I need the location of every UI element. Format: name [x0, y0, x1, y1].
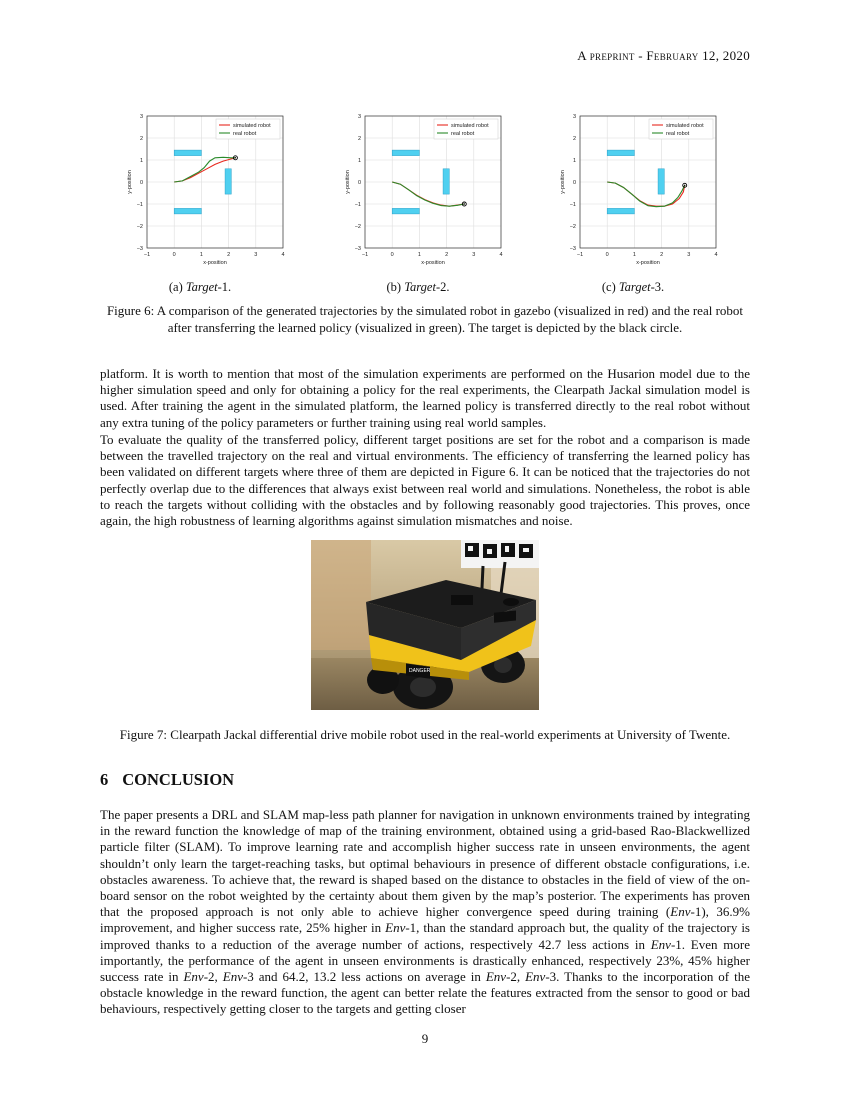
legend-entry: real robot [233, 131, 257, 137]
x-tick-label: 3 [687, 252, 691, 258]
x-tick-label: 2 [445, 252, 449, 258]
x-tick-label: 3 [472, 252, 476, 258]
x-tick-label: 0 [390, 252, 394, 258]
x-tick-label: 4 [714, 252, 718, 258]
obstacle-top [174, 150, 201, 156]
x-axis-label: x-position [636, 260, 660, 266]
target-marker-dot [235, 157, 236, 158]
y-tick-label: 1 [357, 158, 361, 164]
text-run: The paper presents a DRL and SLAM map-less path planner for navigation in unknown environments trained by integrating in the reward function the knowledge of map of the training environment, obtained using a grid-based Rao-Blackwellized particle filter (SLAM). To improve learning rate and accomplish higher success rate in unseen environments, the agent shouldn’t only learn the target-reaching tasks, but optimal behaviours in presence of different obstacle configurations, i.e. obstacles awareness. To achieve that, the reward is shaped based on the distance to obstacles in the field of view of the on-board sensor on the robot weighted by the certainty about them given by the map’s posterior. The experiments has proven that the proposed approach is not only able to achieve higher convergence speed during training ( [100, 807, 750, 920]
subfigure-caption-c [533, 280, 733, 295]
obstacle-bottom [392, 208, 419, 214]
x-tick-label: −1 [576, 252, 584, 258]
y-tick-label: −1 [354, 202, 361, 208]
x-axis-label: x-position [421, 260, 445, 266]
x-tick-label: 2 [227, 252, 231, 258]
section-heading-conclusion [100, 770, 234, 790]
section-title: CONCLUSION [122, 770, 235, 789]
trajectory-plot-target-2 [318, 108, 518, 278]
paragraph-platform: platform. It is worth to mention that most of the simulation experiments are performed on the Husarion model due to the higher simulation speed and only for obtaining a policy for the real experiments, the Clearpath Jackal simulation model is used. After training the agent in the simulated platform, the learned policy is transferred directly to the real robot without any extra tuning of the policy parameters or further training using real world samples. [100, 366, 750, 430]
figure-6 [100, 108, 750, 298]
obstacle-bottom [607, 208, 634, 214]
y-tick-label: −2 [136, 224, 143, 230]
y-tick-label: −3 [136, 246, 143, 252]
y-tick-label: 2 [357, 136, 361, 142]
figure-6-caption: Figure 6: A comparison of the generated trajectories by the simulated robot in gazebo (visualized in red) and the real robot after transferring the learned policy (visualized in green). The target is depicted by the black circle. [106, 303, 744, 335]
y-tick-label: 0 [357, 180, 361, 186]
obstacle-top [607, 150, 634, 156]
y-tick-label: 0 [139, 180, 143, 186]
page-number: 9 [421, 1031, 429, 1046]
subfigure-caption-a [100, 280, 300, 295]
header-separator: - [634, 48, 647, 63]
series-real-robot [607, 182, 685, 207]
y-tick-label: 2 [572, 136, 576, 142]
text-run: -3. Thanks to the incorporation of the obstacle knowledge in the reward function, the agent can better relate the features extracted from the sensor to good or bad behaviours, respectively getting closer to the targets and getting closer [100, 969, 750, 1017]
env-name: Env [670, 904, 691, 920]
x-tick-label: 4 [499, 252, 503, 258]
env-name: Env [183, 969, 204, 985]
text-run: -2, [506, 969, 526, 985]
subcap-target: Target [618, 280, 651, 294]
text-run: -2, [203, 969, 223, 985]
y-axis-label: y-position [560, 170, 566, 194]
legend-entry: simulated robot [451, 123, 489, 129]
env-name: Env [222, 969, 243, 985]
x-tick-label: 1 [417, 252, 421, 258]
text-run: -1. Even more importantly, the performance of the agent in unseen environments is drastically enhanced, respectively 23%, 45% higher success rate in [100, 936, 750, 985]
legend-entry: simulated robot [233, 123, 271, 129]
trajectory-plot-target-3 [533, 108, 733, 278]
env-name: Env [485, 969, 507, 985]
robot-label-text: DANGER [409, 668, 431, 674]
x-tick-label: 0 [605, 252, 609, 258]
x-tick-label: −1 [361, 252, 369, 258]
x-tick-label: 3 [254, 252, 258, 258]
y-axis-label: y-position [127, 170, 133, 194]
y-tick-label: −2 [569, 224, 576, 230]
y-tick-label: 1 [572, 158, 576, 164]
header-date: February 12, 2020 [646, 48, 750, 63]
paragraph-evaluation: To evaluate the quality of the transferred policy, different target positions are set for the robot and a comparison is made between the travelled trajectory on the real and virtual environments. The efficiency of transferring the learned policy has been validated on different targets where three of them are depicted in Figure 6. It can be noticed that the trajectories do not perfectly overlap due to the differences that always exist between real world and simulations. Nonetheless, the robot is able to reach the targets without colliding with the obstacles and by following reasonably good trajectories. This proves, once again, the high robustness of learning algorithms against simulation mismatches and noise. [100, 432, 750, 529]
x-tick-label: −1 [143, 252, 151, 258]
env-name: Env [525, 969, 546, 985]
subcap-target: Target [185, 280, 218, 294]
x-tick-label: 1 [632, 252, 636, 258]
y-tick-label: −1 [569, 202, 576, 208]
x-tick-label: 1 [199, 252, 203, 258]
text-run: -3 and 64.2, 13.2 less actions on average in [242, 969, 486, 985]
obstacle-top [392, 150, 419, 156]
x-tick-label: 2 [660, 252, 664, 258]
y-tick-label: −1 [136, 202, 143, 208]
y-tick-label: 0 [572, 180, 576, 186]
obstacle-middle [443, 169, 449, 194]
subfigure-b [318, 108, 518, 298]
text-run: -1), 36.9% improvement, and higher success rate, 25% higher in [100, 904, 750, 936]
subcap-target: Target [404, 280, 436, 294]
y-tick-label: 1 [139, 158, 143, 164]
legend-entry: real robot [666, 131, 690, 137]
y-tick-label: −3 [569, 246, 576, 252]
subfigure-a [100, 108, 300, 298]
series-real-robot [392, 182, 464, 206]
y-axis-label: y-position [345, 170, 351, 194]
subcap-label: (a) [168, 280, 186, 294]
env-name: Env [650, 936, 671, 952]
obstacle-middle [225, 169, 231, 194]
y-tick-label: −2 [354, 224, 361, 230]
obstacle-middle [658, 169, 664, 194]
y-tick-label: 2 [139, 136, 143, 142]
subcap-suffix: -1. [217, 280, 232, 294]
target-marker-dot [464, 203, 465, 204]
subcap-suffix: -3. [650, 280, 665, 294]
y-tick-label: 3 [139, 114, 143, 120]
y-tick-label: 3 [357, 114, 361, 120]
legend-entry: real robot [451, 131, 475, 137]
x-axis-label: x-position [203, 260, 227, 266]
subcap-label: (c) [601, 280, 619, 294]
text-run: -1, than the standard approach but, the quality of the trajectory is improved thanks to a reduction of the average number of actions, respectively 42.7 less actions in [100, 920, 750, 952]
trajectory-plot-target-1 [100, 108, 300, 278]
subfigure-caption-b [318, 280, 518, 295]
running-header [577, 48, 750, 64]
y-tick-label: 3 [572, 114, 576, 120]
obstacle-bottom [174, 208, 201, 214]
subcap-suffix: -2. [435, 280, 450, 294]
x-tick-label: 4 [281, 252, 285, 258]
x-tick-label: 0 [172, 252, 176, 258]
jackal-robot-photo [311, 540, 539, 710]
subfigure-c [533, 108, 733, 298]
figure-7-caption: Figure 7: Clearpath Jackal differential drive mobile robot used in the real-world experiments at University of Twente. [119, 727, 731, 742]
header-prefix: A preprint [577, 48, 635, 63]
section-number: 6 [100, 770, 109, 789]
env-name: Env [385, 920, 406, 936]
y-tick-label: −3 [354, 246, 361, 252]
legend-entry: simulated robot [666, 123, 704, 129]
subcap-label: (b) [386, 280, 405, 294]
target-marker-dot [684, 185, 685, 186]
paragraph-conclusion [100, 807, 750, 1018]
